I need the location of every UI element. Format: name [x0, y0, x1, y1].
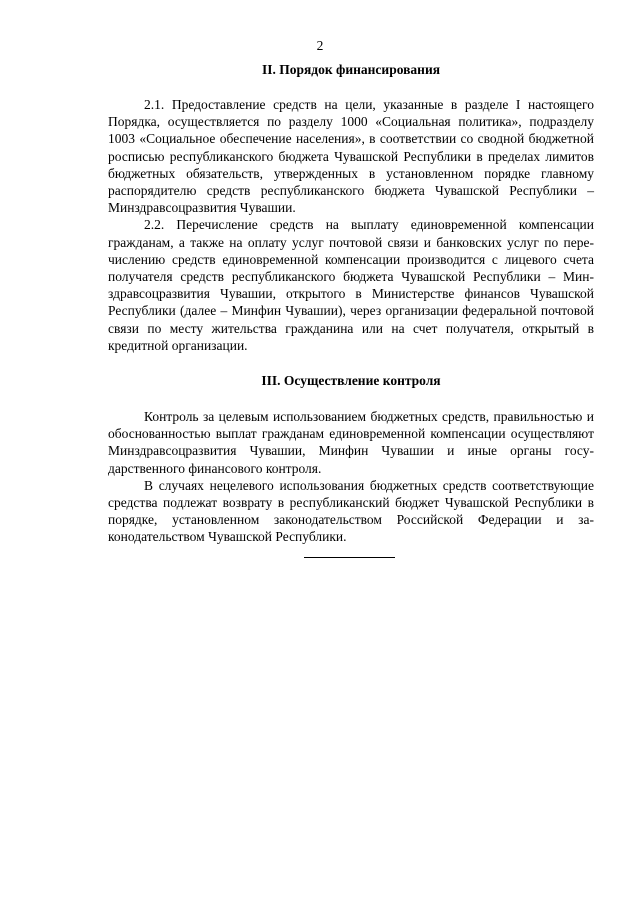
paragraph-control-1: Контроль за целевым использованием бюджетных средств, правильностью и обоснованностью выплат гражданам единовременной компенсации осуществляют Минздравсоцразвития Чувашии, Минфин Чувашии и иные органы государственного финансового контроля.: [108, 409, 594, 476]
section-heading-financing: II. Порядок финансирования: [261, 62, 441, 77]
paragraph-control-2: В случаях нецелевого использования бюджетных средств соответствующие средства подлежат возврату в республиканский бюджет Чувашской Республики в порядке, установленном законодательством Российской Федерации и законодательством Чувашской Республики.: [108, 477, 594, 545]
document-body: [108, 62, 594, 546]
paragraph-2-1: 2.1. Предоставление средств на цели, указанные в разделе I настоящего Порядка, осуществляется по разделу 1000 «Социальная политика», подразделу 1003 «Социальное обеспечение населения», в соответствии со сводной бюджетной росписью республиканского бюджета Чувашской Республики в пределах лимитов бюджетных обязательств, утвержденных в установленном порядке главному распорядителю средств республиканского бюджета Чувашской Республики – Минздравсоцразвития Чувашии.: [108, 97, 594, 216]
paragraph-2-2: 2.2. Перечисление средств на выплату единовременной компенсации гражданам, а также на оплату услуг почтовой связи и банковских услуг по перечислению средств единовременной компенсации производится с лицевого счета получателя средств республиканского бюджета Чувашской Республики – Минздравсоцразвития Чувашии, открытого в Министерстве финансов Чувашской Республики (далее – Минфин Чувашии), через организации федеральной почтовой связи по месту жительства гражданина или на счет получателя, открытый в кредитной организации.: [108, 217, 594, 353]
section-heading-control: III. Осуществление контроля: [261, 373, 441, 389]
end-separator-line: [304, 557, 395, 558]
section-control: [108, 373, 594, 546]
page-number: 2: [316, 38, 324, 53]
section-financing: [108, 62, 594, 354]
